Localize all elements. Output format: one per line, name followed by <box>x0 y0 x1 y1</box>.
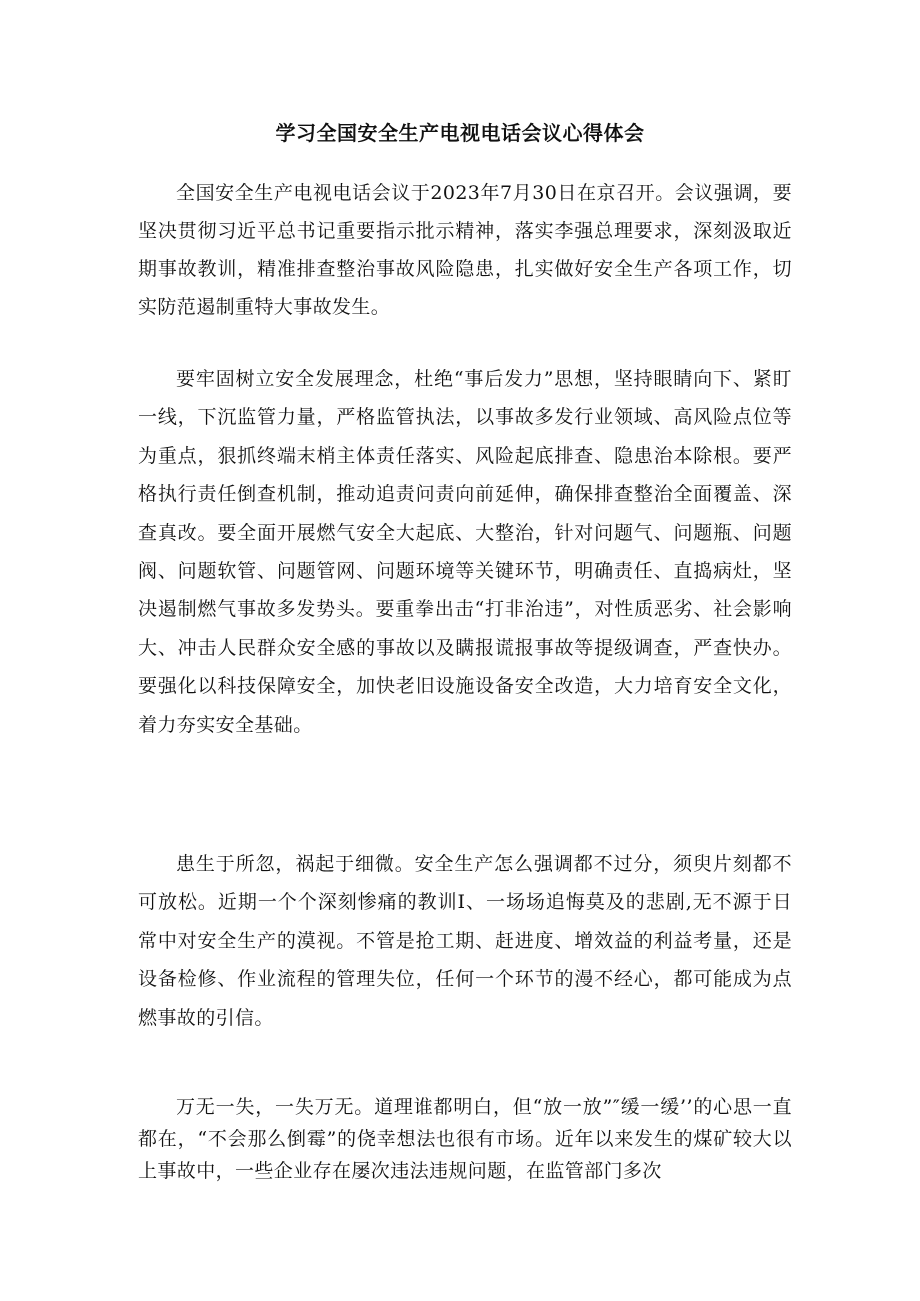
paragraph-2: 要牢固树立安全发展理念，杜绝“事后发力”思想，坚持眼睛向下、紧盯一线，下沉监管力量，严格监管执法，以事故多发行业领域、高风险点位等为重点，狠抓终端末梢主体责任落实、风险起底排查、隐患治本除根。要严格执行责任倒查机制，推动追责问责向前延伸，确保排查整治全面覆盖、深查真改。要全面开展燃气安全大起底、大整治，针对问题气、问题瓶、问题阀、问题软管、问题管网、问题环境等关键环节，明确责任、直捣病灶，坚决遏制燃气事故多发势头。要重拳出击“打非治违”，对性质恶劣、社会影响大、冲击人民群众安全感的事故以及瞒报谎报事故等提级调查，严查快办。要强化以科技保障安全，加快老旧设施设备安全改造，大力培育安全文化，着力夯实安全基础。 <box>138 368 792 736</box>
paragraph-4: 万无一失，一失万无。道理谁都明白，但“放一放”″缓一缓’’的心思一直都在，“不会那么倒霉”的侥幸想法也很有市场。近年以来发生的煤矿较大以上事故中，一些企业存在屡次违法违规问题，在监管部门多次 <box>138 1096 792 1182</box>
paragraph-3: 患生于所忽，祸起于细微。安全生产怎么强调都不过分，须臾片刻都不可放松。近期一个个深刻惨痛的教训I、一场场追悔莫及的悲剧,无不源于日常中对安全生产的漠视。不管是抢工期、赶进度、增效益的利益考量，还是设备检修、作业流程的管理失位，任何一个环节的漫不经心，都可能成为点燃事故的引信。 <box>138 853 792 1029</box>
document-title: 学习全国安全生产电视电话会议心得体会 <box>275 121 645 145</box>
paragraph-1: 全国安全生产电视电话会议于2023年7月30日在京召开。会议强调，要坚决贯彻习近平总书记重要指示批示精神，落实李强总理要求，深刻汲取近期事故教训，精准排查整治事故风险隐患，扎实做好安全生产各项工作，切实防范遏制重特大事故发生。 <box>138 182 792 318</box>
